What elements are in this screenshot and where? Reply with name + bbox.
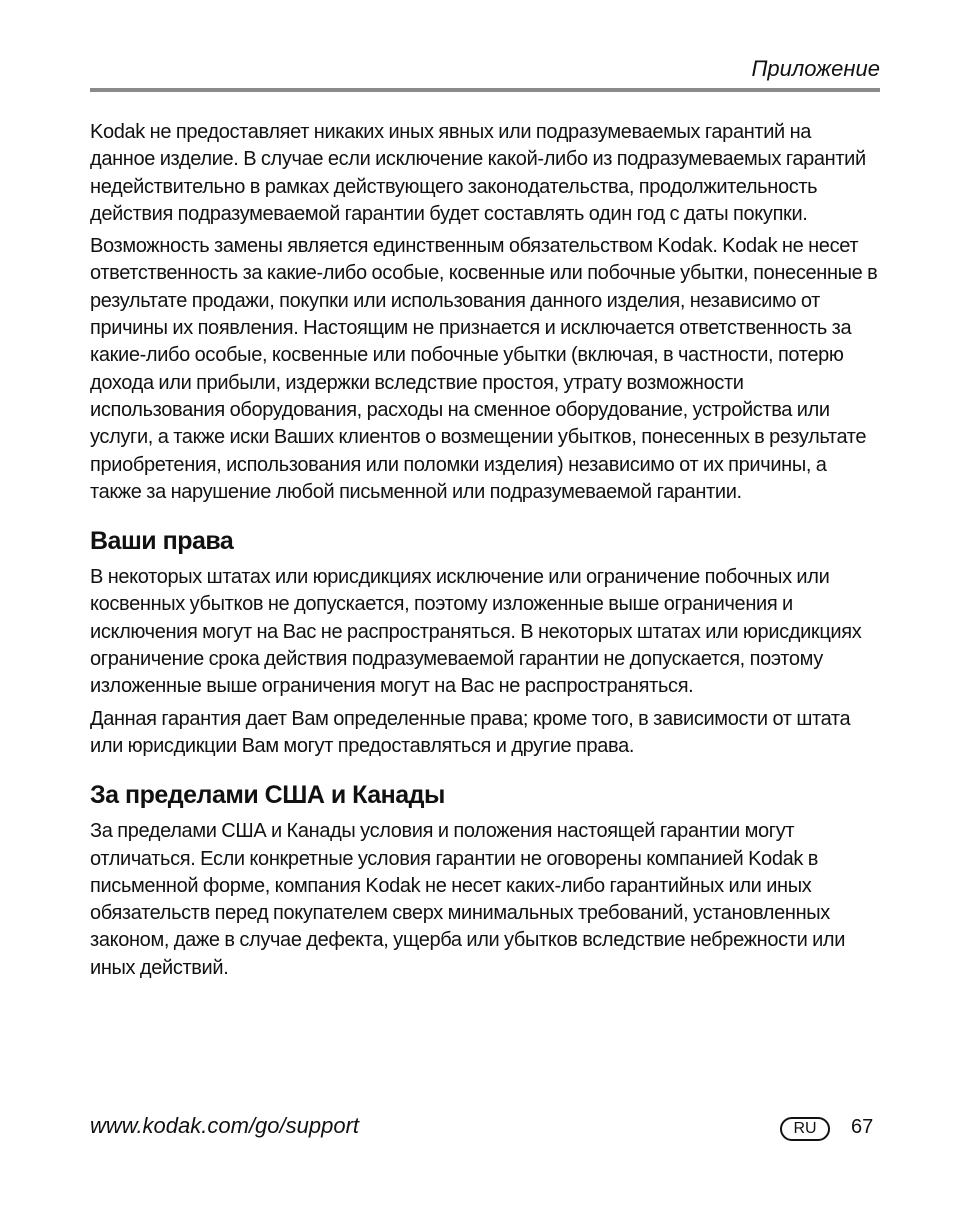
page-number: 67 [851,1116,874,1138]
intro-paragraph-2: Возможность замены является единственным обязательством Kodak. Kodak не несет ответственность за какие-либо особые, косвенные или побочные убытки, понесенные в результате продажи, покупки или использования данного изделия, независимо от причины их появления. Настоящим не признается и исключается ответственность за какие-либо особые, косвенные или побочные убытки (включая, в частности, потерю дохода или прибыли, издержки вследствие простоя, утрату возможности использования оборудования, расходы на сменное оборудование, устройства или услуги, а также иски Ваших клиентов о возмещении убытков, понесенных в результате приобретения, использования или поломки изделия) независимо от их причины, а также за нарушение любой письменной или подразумеваемой гарантии. [90,235,878,503]
outside-paragraph-1: За пределами США и Канады условия и положения настоящей гарантии могут отличаться. Если конкретные условия гарантии не оговорены компанией Kodak в письменной форме, компания Kodak не несет каких-либо гарантийных или иных обязательств перед покупателем сверх минимальных требований, установленных законом, даже в случае дефекта, ущерба или убытков вследствие небрежности или иных действий. [90,820,846,979]
page-content [90,119,880,987]
intro-paragraph-1: Kodak не предоставляет никаких иных явных или подразумеваемых гарантий на данное изделие. В случае если исключение какой-либо из подразумеваемых гарантий недействительно в рамках действующего законодательства, продолжительность действия подразумеваемой гарантии будет составлять один год с даты покупки. [90,121,866,225]
rights-paragraph-2: Данная гарантия дает Вам определенные права; кроме того, в зависимости от штата или юрисдикции Вам могут предоставляться и другие права. [90,707,851,757]
section-heading-rights: Ваши права [90,527,234,556]
rights-paragraph-1: В некоторых штатах или юрисдикциях исключение или ограничение побочных или косвенных убытков не допускается, поэтому изложенные выше ограничения и исключения могут на Вас не распространяться. В некоторых штатах или юрисдикциях ограничение срока действия подразумеваемой гарантии не допускается, поэтому изложенные выше ограничения могут на Вас не распространяться. [90,566,862,698]
page-header-title: Приложение [751,56,880,81]
header-divider [90,88,880,92]
language-badge: RU [780,1117,830,1141]
section-heading-outside-usa-canada: За пределами США и Канады [90,781,445,810]
support-url: www.kodak.com/go/support [90,1113,360,1138]
